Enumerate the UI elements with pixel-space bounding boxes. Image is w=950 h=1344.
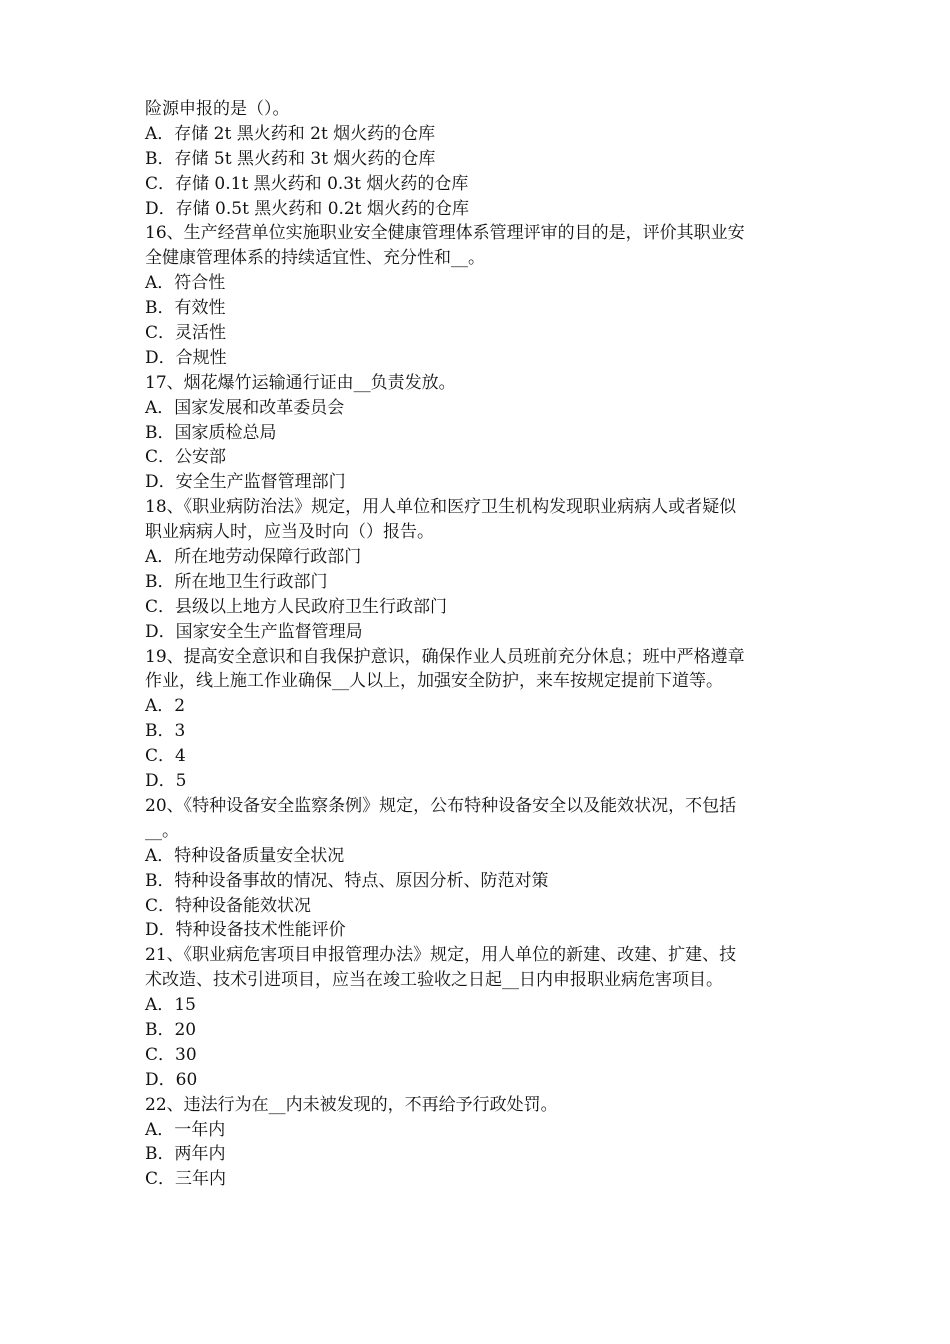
text-line: 职业病病人时，应当及时向（）报告。 bbox=[145, 522, 434, 543]
text-line: 18、《职业病防治法》规定，用人单位和医疗卫生机构发现职业病病人或者疑似 bbox=[145, 497, 737, 518]
text-line: B．所在地卫生行政部门 bbox=[145, 571, 328, 592]
text-line: 全健康管理体系的持续适宜性、充分性和__。 bbox=[145, 248, 485, 269]
text-line: A．所在地劳动保障行政部门 bbox=[145, 547, 362, 568]
text-line: D．5 bbox=[145, 771, 187, 792]
text-line: 16、生产经营单位实施职业安全健康管理体系管理评审的目的是，评价其职业安 bbox=[145, 223, 745, 244]
text-line: A．特种设备质量安全状况 bbox=[145, 845, 345, 866]
text-line: 17、烟花爆竹运输通行证由__负责发放。 bbox=[145, 372, 456, 393]
text-line: 术改造、技术引进项目，应当在竣工验收之日起__日内申报职业病危害项目。 bbox=[145, 970, 723, 991]
text-line: C．特种设备能效状况 bbox=[145, 895, 312, 916]
text-line: B．存储 5t 黑火药和 3t 烟火药的仓库 bbox=[145, 148, 436, 169]
text-line: B．两年内 bbox=[145, 1144, 226, 1165]
text-line: B．3 bbox=[145, 721, 186, 742]
text-line: A．一年内 bbox=[145, 1119, 226, 1140]
text-line: 19、提高安全意识和自我保护意识，确保作业人员班前充分休息；班中严格遵章 bbox=[145, 646, 745, 667]
text-line: C．30 bbox=[145, 1044, 197, 1065]
text-line: D．存储 0.5t 黑火药和 0.2t 烟火药的仓库 bbox=[145, 198, 469, 219]
text-line: D．安全生产监督管理部门 bbox=[145, 472, 346, 493]
text-line: A．国家发展和改革委员会 bbox=[145, 397, 345, 418]
text-line: 20、《特种设备安全监察条例》规定，公布特种设备安全以及能效状况，不包括 bbox=[145, 795, 737, 816]
text-line: 21、《职业病危害项目申报管理办法》规定，用人单位的新建、改建、扩建、技 bbox=[145, 945, 737, 966]
text-line: A．2 bbox=[145, 696, 186, 717]
text-line: B．有效性 bbox=[145, 298, 226, 319]
text-line: D．国家安全生产监督管理局 bbox=[145, 621, 363, 642]
text-line: C．灵活性 bbox=[145, 323, 227, 344]
text-line: D．60 bbox=[145, 1069, 198, 1090]
text-line: 作业，线上施工作业确保__人以上，加强安全防护，来车按规定提前下道等。 bbox=[145, 671, 723, 692]
text-line: B．国家质检总局 bbox=[145, 422, 277, 443]
text-line: D．合规性 bbox=[145, 347, 227, 368]
text-line: 22、违法行为在__内未被发现的，不再给予行政处罚。 bbox=[145, 1094, 558, 1115]
text-line: A．15 bbox=[145, 995, 196, 1016]
text-line: C．县级以上地方人民政府卫生行政部门 bbox=[145, 596, 448, 617]
text-line: C．4 bbox=[145, 746, 186, 767]
text-line: A．存储 2t 黑火药和 2t 烟火药的仓库 bbox=[145, 123, 436, 144]
document-body bbox=[145, 97, 810, 1192]
text-line: B．20 bbox=[145, 1019, 197, 1040]
text-line: B．特种设备事故的情况、特点、原因分析、防范对策 bbox=[145, 870, 549, 891]
text-line: C．存储 0.1t 黑火药和 0.3t 烟火药的仓库 bbox=[145, 173, 469, 194]
text-line: C．公安部 bbox=[145, 447, 227, 468]
text-line: __。 bbox=[145, 820, 179, 841]
text-line: 险源申报的是（）。 bbox=[145, 99, 290, 119]
text-line: D．特种设备技术性能评价 bbox=[145, 920, 346, 941]
text-line: A．符合性 bbox=[145, 273, 226, 294]
text-line: C．三年内 bbox=[145, 1169, 227, 1190]
